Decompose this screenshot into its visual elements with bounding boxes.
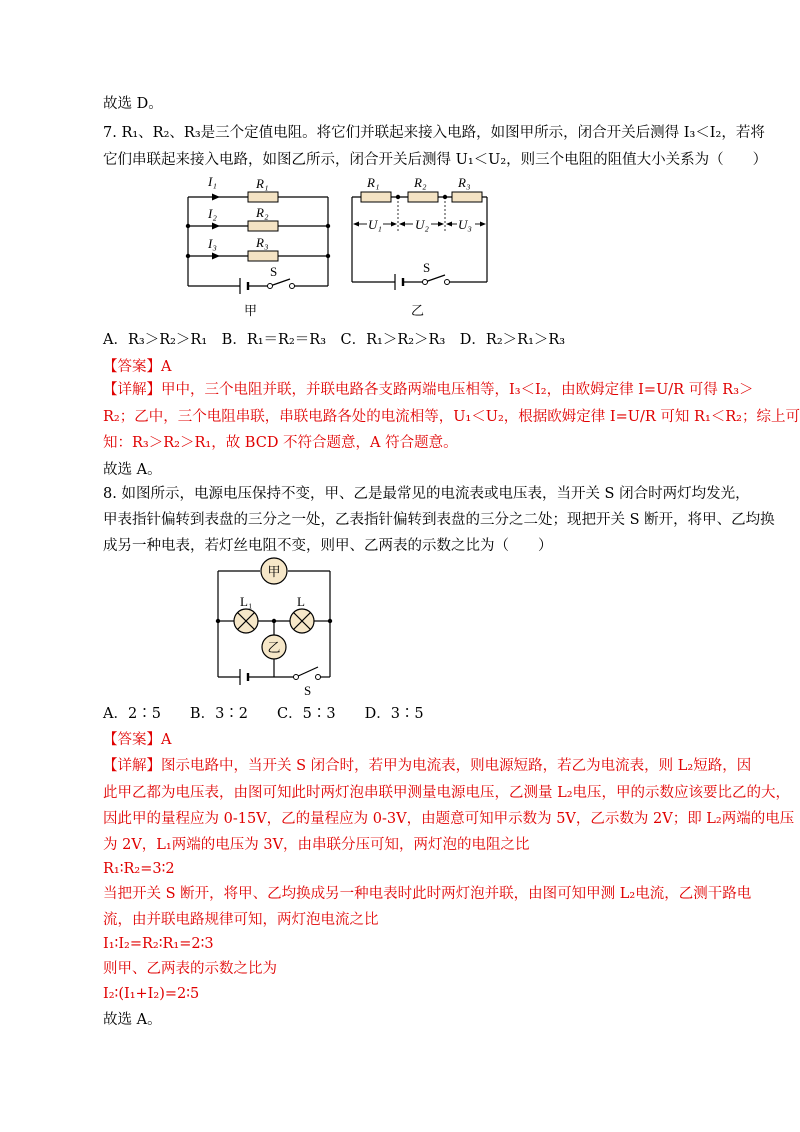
meter-yi-label: 乙: [267, 640, 281, 655]
q7-detail-line-2: R₂；乙中，三个电阻串联，串联电路各处的电流相等，U₁＜U₂，根据欧姆定律 I=U/R 可知 R₁＜R₂；综上可: [103, 409, 800, 425]
q8-detail-line-6: 流，由并联电路规律可知，两灯泡电流之比: [103, 912, 379, 928]
yi-switch-label: S: [423, 260, 431, 275]
q8-detail-line-3: 因此甲的量程应为 0-15V，乙的量程应为 0-3V，由题意可知甲示数为 5V，乙示数为 2V；即 L₂两端的电压: [103, 811, 795, 827]
q8-options: A．2∶5 B．3∶2 C．5∶3 D．3∶5: [103, 706, 424, 722]
q7-figure-jia: [180, 172, 340, 322]
q8-detail-line-5: 当把开关 S 断开，将甲、乙均换成另一种电表时此时两灯泡并联，由图可知甲测 L₂电流，乙测干路电: [103, 886, 752, 902]
q8-figure: [210, 555, 340, 700]
yi-voltage-u1-label: U₁: [368, 217, 382, 232]
q8-stem-line-2: 甲表指针偏转到表盘的三分之一处，乙表指针偏转到表盘的三分之二处；现把开关 S 断开，将甲、乙均换: [103, 512, 775, 528]
q7-figure-yi: [345, 172, 495, 322]
q8-equation-1: R₁∶R₂=3∶2: [103, 861, 175, 877]
q8-detail-line-2: 此甲乙都为电压表，由图可知此时两灯泡串联甲测量电源电压，乙测量 L₂电压，甲的示数应该要比乙的大，: [103, 785, 791, 801]
lamp-right-icon: [290, 609, 314, 633]
q8-detail-line-7: 则甲、乙两表的示数之比为: [103, 961, 277, 977]
jia-resistor-r2-label: R₂: [256, 205, 269, 220]
jia-current-i1: I₁: [208, 174, 217, 189]
lamp-left-label: L₁: [240, 594, 253, 609]
yi-voltage-u3-label: U₃: [458, 217, 472, 232]
q8-answer: 【答案】A: [103, 732, 172, 748]
q7-conclusion: 故选 A。: [103, 462, 162, 478]
meter-jia-label: 甲: [267, 564, 281, 579]
jia-current-i3: I₃: [208, 236, 217, 251]
q8-stem-line-1: 8. 如图所示，电源电压保持不变，甲、乙是最常见的电流表或电压表，当开关 S 闭合时两灯均发光，: [103, 486, 750, 502]
jia-resistor-r3-label: R₃: [256, 235, 269, 250]
q7-options: A．R₃＞R₂＞R₁ B．R₁＝R₂＝R₃ C．R₁＞R₂＞R₃ D．R₂＞R₁＞R₃: [103, 332, 566, 348]
yi-resistor-r1-label: R₁: [367, 175, 380, 190]
jia-switch-label: S: [270, 264, 278, 279]
q8-equation-2: I₁∶I₂=R₂∶R₁=2∶3: [103, 936, 214, 952]
q8-detail-line-1: 【详解】图示电路中，当开关 S 闭合时，若甲为电流表，则电源短路，若乙为电流表，则 L₂短路，因: [103, 758, 752, 774]
q8-detail-line-4: 为 2V，L₁两端的电压为 3V，由串联分压可知，两灯泡的电阻之比: [103, 837, 530, 853]
yi-resistor-r3-label: R₃: [458, 175, 471, 190]
q8-equation-3: I₂∶(I₁+I₂)=2∶5: [103, 986, 200, 1002]
q7-detail-line-3: 知：R₃＞R₂＞R₁，故 BCD 不符合题意，A 符合题意。: [103, 435, 458, 451]
q7-stem-line-1: 7. R₁、R₂、R₃是三个定值电阻。将它们并联起来接入电路，如图甲所示，闭合开关后测得 I₃＜I₂，若将: [103, 125, 765, 141]
yi-voltage-u2-label: U₂: [415, 217, 429, 232]
yi-caption: 乙: [411, 303, 425, 318]
q8-stem-line-3: 成另一种电表，若灯丝电阻不变，则甲、乙两表的示数之比为（ ）: [103, 538, 553, 554]
jia-current-i2: I₂: [208, 206, 217, 221]
previous-conclusion: 故选 D。: [103, 96, 163, 112]
lamp-left-icon: [234, 609, 258, 633]
q8-switch-label: S: [304, 683, 312, 698]
jia-caption: 甲: [244, 303, 258, 318]
jia-resistor-r1-label: R₁: [256, 176, 269, 191]
q8-conclusion: 故选 A。: [103, 1012, 162, 1028]
q7-stem-line-2: 它们串联起来接入电路，如图乙所示，闭合开关后测得 U₁＜U₂，则三个电阻的阻值大小关系为（ ）: [103, 152, 768, 168]
yi-resistor-r2-label: R₂: [414, 175, 427, 190]
lamp-right-label: L: [297, 594, 305, 609]
q7-answer: 【答案】A: [103, 359, 172, 375]
q7-detail-line-1: 【详解】甲中，三个电阻并联，并联电路各支路两端电压相等，I₃＜I₂，由欧姆定律 I=U/R 可得 R₃＞: [103, 382, 754, 398]
